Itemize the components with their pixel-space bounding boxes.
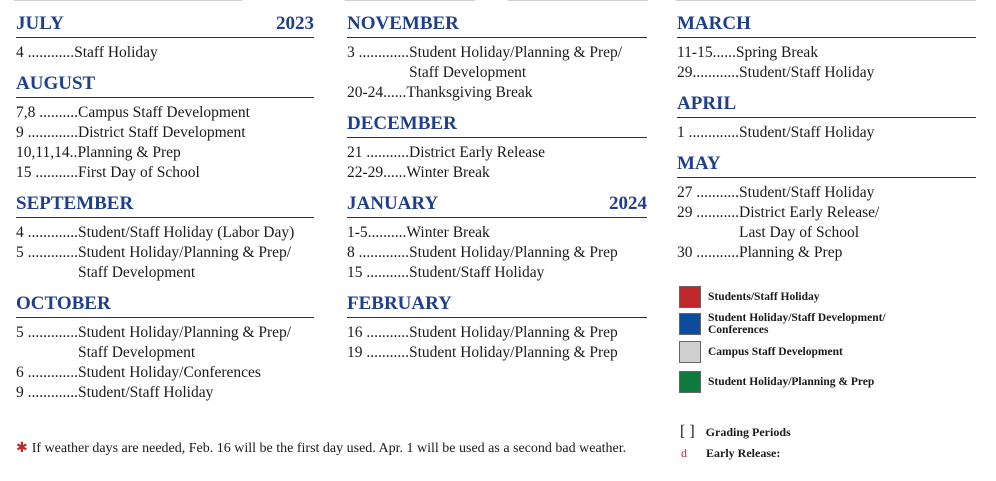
top-rule-left [14, 0, 242, 1]
month-header [677, 152, 976, 178]
bracket-symbol: [ ] [680, 423, 695, 440]
month-header [677, 92, 976, 118]
entry-date: 19 ........... [347, 344, 409, 361]
calendar-entry [347, 143, 647, 163]
calendar-entry [347, 63, 647, 83]
calendar-entry [677, 63, 976, 83]
month-name: AUGUST [16, 73, 96, 94]
color-legend [679, 286, 918, 393]
legend-item [679, 371, 918, 393]
entry-description: Staff Development [78, 344, 196, 361]
entry-date: 7,8 .......... [16, 104, 78, 121]
month-header [16, 12, 314, 38]
calendar-entry [16, 123, 314, 143]
month-section [16, 72, 314, 183]
month-name: SEPTEMBER [16, 193, 134, 214]
legend-label: Student Holiday/Staff Development/ Conferences [708, 312, 886, 336]
entry-description: Campus Staff Development [78, 104, 250, 121]
entry-date: 9 ............. [16, 124, 78, 141]
calendar-entry [16, 103, 314, 123]
entry-date: 29............ [677, 64, 739, 81]
month-name: FEBRUARY [347, 293, 452, 314]
entry-date: 15 ........... [16, 164, 78, 181]
entry-description: Student Holiday/Planning & Prep [409, 344, 618, 361]
month-section [677, 12, 976, 83]
month-header [347, 292, 647, 318]
entry-description: Staff Development [409, 64, 527, 81]
month-header [347, 192, 647, 218]
entry-date: 16 ........... [347, 324, 409, 341]
legend-swatch-red [679, 286, 701, 308]
entry-description: District Early Release [409, 144, 546, 161]
calendar-entry [16, 323, 314, 343]
calendar-entry [16, 363, 314, 383]
entry-description: Student Holiday/Planning & Prep/ [78, 244, 292, 261]
legend-swatch-green [679, 371, 701, 393]
month-section [677, 92, 976, 143]
calendar-entry [347, 83, 647, 103]
weather-footnote [16, 440, 626, 458]
entry-description: Student/Staff Holiday [409, 264, 545, 281]
calendar-entry [16, 343, 314, 363]
entry-date: 20-24...... [347, 84, 407, 101]
calendar-entry [16, 243, 314, 263]
entry-date: 4 ............. [16, 224, 78, 241]
entry-date: 27 ........... [677, 184, 739, 201]
calendar-entry [677, 203, 976, 223]
calendar-entry [347, 43, 647, 63]
entry-date: 30 ........... [677, 244, 739, 261]
year-label: 2023 [276, 13, 314, 34]
asterisk-icon: ✱ [16, 441, 28, 456]
entry-date: 15 ........... [347, 264, 409, 281]
entry-description: District Staff Development [78, 124, 246, 141]
entry-description: Staff Holiday [74, 44, 158, 61]
calendar-column-3 [677, 12, 976, 269]
calendar-column-2 [347, 12, 647, 369]
entry-description: First Day of School [78, 164, 200, 181]
calendar-entry [16, 163, 314, 183]
month-section [347, 112, 647, 183]
entry-date: 29 ........... [677, 204, 739, 221]
calendar-entry [347, 243, 647, 263]
month-header [677, 12, 976, 38]
entry-description: Student Holiday/Planning & Prep [409, 324, 618, 341]
entry-description: Winter Break [406, 224, 490, 241]
entry-date: 3 ............. [347, 44, 409, 61]
legend-swatch-blue [679, 313, 701, 335]
entry-description: District Early Release/ [739, 204, 880, 221]
calendar-entry [16, 223, 314, 243]
month-section [347, 292, 647, 363]
entry-description: Student/Staff Holiday (Labor Day) [78, 224, 295, 241]
entry-description: Student/Staff Holiday [739, 184, 875, 201]
calendar-entry [677, 183, 976, 203]
month-header [16, 192, 314, 218]
legend-item [679, 313, 918, 335]
calendar-entry [16, 43, 314, 63]
entry-description: Student Holiday/Conferences [78, 364, 261, 381]
calendar-entry [347, 343, 647, 363]
calendar-entry [16, 383, 314, 403]
calendar-entry [347, 223, 647, 243]
entry-date: 22-29...... [347, 164, 407, 181]
calendar-entry [677, 123, 976, 143]
entry-description: Staff Development [78, 264, 196, 281]
entry-date: 8 ............. [347, 244, 409, 261]
calendar-column-1 [16, 12, 314, 409]
footnote-text: If weather days are needed, Feb. 16 will be the first day used. Apr. 1 will be used as a second bad weather. [31, 441, 627, 456]
month-section [16, 12, 314, 63]
calendar-entry [16, 263, 314, 283]
entry-date: 11-15...... [677, 44, 736, 61]
calendar-entry [347, 263, 647, 283]
entry-date: 10,11,14.. [16, 144, 78, 161]
entry-date: 4 ............ [16, 44, 75, 61]
month-section [347, 12, 647, 103]
legend-item [679, 341, 918, 363]
month-section [16, 292, 314, 403]
entry-description: Planning & Prep [739, 244, 843, 261]
entry-date: 1-5.......... [347, 224, 407, 241]
legend-label: Students/Staff Holiday [708, 291, 820, 303]
early-release-legend [681, 446, 780, 461]
legend-label: Student Holiday/Planning & Prep [708, 376, 875, 388]
calendar-entry [677, 43, 976, 63]
entry-date: 1 ............. [677, 124, 739, 141]
month-section [347, 192, 647, 283]
month-header [16, 292, 314, 318]
month-header [347, 12, 647, 38]
entry-description: Thanksgiving Break [406, 84, 533, 101]
entry-date: 6 ............. [16, 364, 78, 381]
month-name: MAY [677, 153, 721, 174]
entry-description: Winter Break [406, 164, 490, 181]
month-name: NOVEMBER [347, 13, 459, 34]
month-section [677, 152, 976, 263]
entry-description: Student/Staff Holiday [739, 64, 875, 81]
month-name: MARCH [677, 13, 751, 34]
early-release-label: Early Release: [706, 446, 781, 460]
legend-swatch-gray [679, 341, 701, 363]
entry-date: 21 ........... [347, 144, 409, 161]
calendar-entry [677, 243, 976, 263]
legend-item [679, 286, 918, 308]
top-rule-mid2 [508, 0, 648, 1]
entry-date: 9 ............. [16, 384, 78, 401]
entry-description: Planning & Prep [77, 144, 181, 161]
top-rule-right [676, 0, 976, 1]
month-name: OCTOBER [16, 293, 111, 314]
calendar-entry [347, 323, 647, 343]
month-name: APRIL [677, 93, 737, 114]
entry-description: Student Holiday/Planning & Prep/ [78, 324, 292, 341]
grading-label: Grading Periods [705, 425, 791, 439]
entry-description: Student/Staff Holiday [78, 384, 214, 401]
month-section [16, 192, 314, 283]
entry-date: 5 ............. [16, 324, 78, 341]
early-release-symbol: d [681, 446, 687, 460]
year-label: 2024 [609, 193, 647, 214]
calendar-entry [16, 143, 314, 163]
entry-description: Student Holiday/Planning & Prep [409, 244, 618, 261]
legend-label: Campus Staff Development [708, 346, 843, 358]
month-header [347, 112, 647, 138]
top-rule-mid [345, 0, 475, 1]
entry-description: Last Day of School [739, 224, 860, 241]
entry-date: 5 ............. [16, 244, 78, 261]
month-name: JANUARY [347, 193, 439, 214]
entry-description: Spring Break [735, 44, 819, 61]
month-name: DECEMBER [347, 113, 457, 134]
entry-description: Student Holiday/Planning & Prep/ [409, 44, 623, 61]
calendar-entry [677, 223, 976, 243]
calendar-entry [347, 163, 647, 183]
entry-description: Student/Staff Holiday [739, 124, 875, 141]
grading-period-legend [680, 423, 791, 441]
month-header [16, 72, 314, 98]
month-name: JULY [16, 13, 64, 34]
